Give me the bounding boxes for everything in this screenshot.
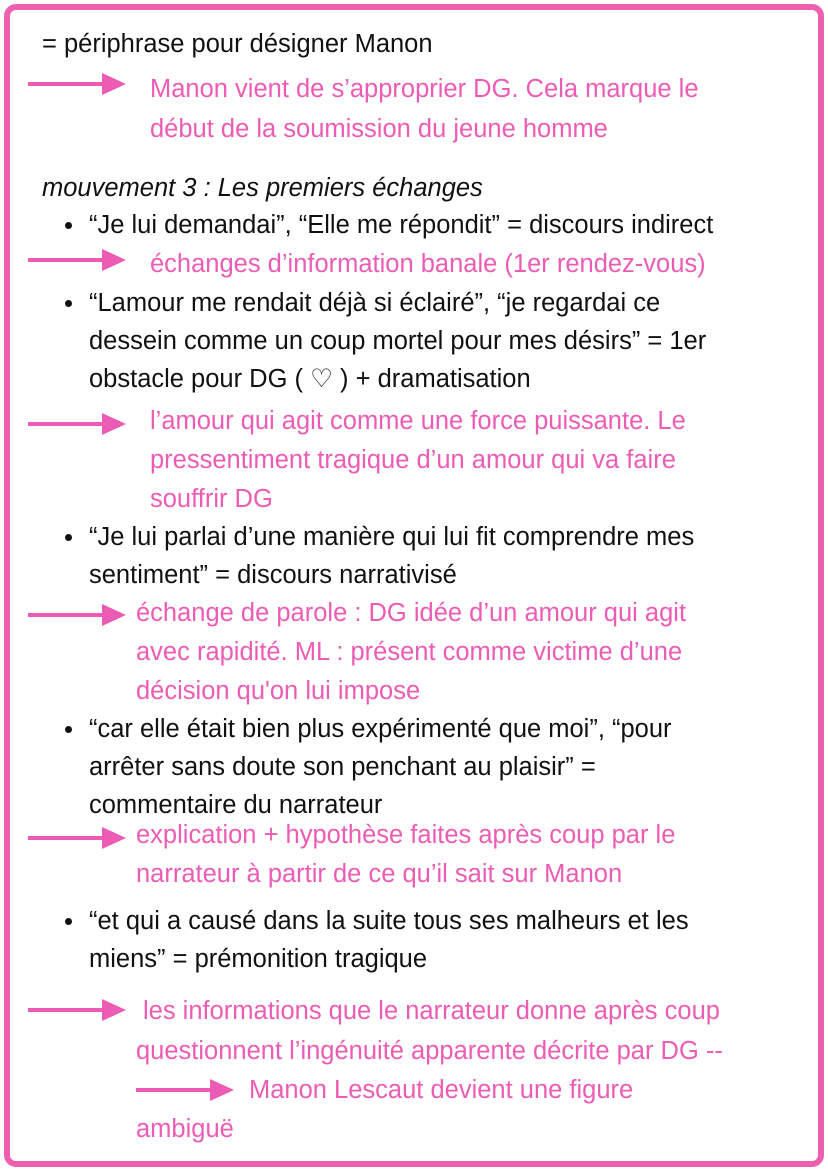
- right-arrow-icon: [28, 72, 128, 96]
- quote-line: sentiment” = discours narrativisé: [89, 561, 457, 589]
- quote-line: “Je lui parlai d’une manière qui lui fit comprendre mes: [89, 523, 695, 551]
- quote-line: obstacle pour DG ( ♡ ) + dramatisation: [89, 365, 531, 393]
- bullet-icon: [65, 300, 72, 307]
- definition-line: = périphrase pour désigner Manon: [42, 30, 433, 58]
- right-arrow-icon: [136, 1078, 236, 1102]
- note-line: questionnent l’ingénuité apparente décrite par DG --: [136, 1037, 723, 1065]
- note-line: l’amour qui agit comme une force puissante. Le: [150, 407, 686, 435]
- dash-line: ------: [136, 1076, 181, 1104]
- note-line: avec rapidité. ML : présent comme victime d’une: [136, 638, 683, 666]
- quote-line: “Lamour me rendait déjà si éclairé”, “je regardai ce: [89, 289, 661, 317]
- quote-line: “car elle était bien plus expérimenté que moi”, “pour: [89, 715, 672, 743]
- note-line: Manon Lescaut devient une figure: [249, 1076, 634, 1104]
- right-arrow-icon: [28, 998, 128, 1022]
- note-line: échanges d’information banale (1er rendez-vous): [150, 250, 706, 278]
- intro-note-line: début de la soumission du jeune homme: [150, 115, 608, 143]
- right-arrow-icon: [28, 412, 128, 436]
- note-line: narrateur à partir de ce qu’il sait sur Manon: [136, 860, 623, 888]
- note-line: pressentiment tragique d’un amour qui va faire: [150, 446, 676, 474]
- right-arrow-icon: [28, 603, 128, 627]
- bullet-icon: [65, 726, 72, 733]
- note-line: échange de parole : DG idée d’un amour qui agit: [136, 599, 687, 627]
- quote-line: miens” = prémonition tragique: [89, 945, 428, 973]
- quote-line: dessein comme un coup mortel pour mes désirs” = 1er: [89, 327, 707, 355]
- quote-line: “et qui a causé dans la suite tous ses malheurs et les: [89, 907, 689, 935]
- bullet-icon: [65, 222, 72, 229]
- note-line: ambiguë: [136, 1115, 234, 1143]
- right-arrow-icon: [28, 248, 128, 272]
- quote-line: arrêter sans doute son penchant au plaisir” =: [89, 753, 596, 781]
- bullet-icon: [65, 918, 72, 925]
- note-line: les informations que le narrateur donne après coup: [143, 997, 720, 1025]
- bullet-icon: [65, 534, 72, 541]
- quote-line: commentaire du narrateur: [89, 791, 383, 819]
- note-line: souffrir DG: [150, 485, 273, 513]
- section-title: mouvement 3 : Les premiers échanges: [42, 174, 483, 202]
- right-arrow-icon: [28, 826, 128, 850]
- note-line: décision qu'on lui impose: [136, 677, 421, 705]
- intro-note-line: Manon vient de s’approprier DG. Cela marque le: [150, 75, 699, 103]
- note-line: explication + hypothèse faites après coup par le: [136, 821, 676, 849]
- quote-line: “Je lui demandai”, “Elle me répondit” = discours indirect: [89, 211, 714, 239]
